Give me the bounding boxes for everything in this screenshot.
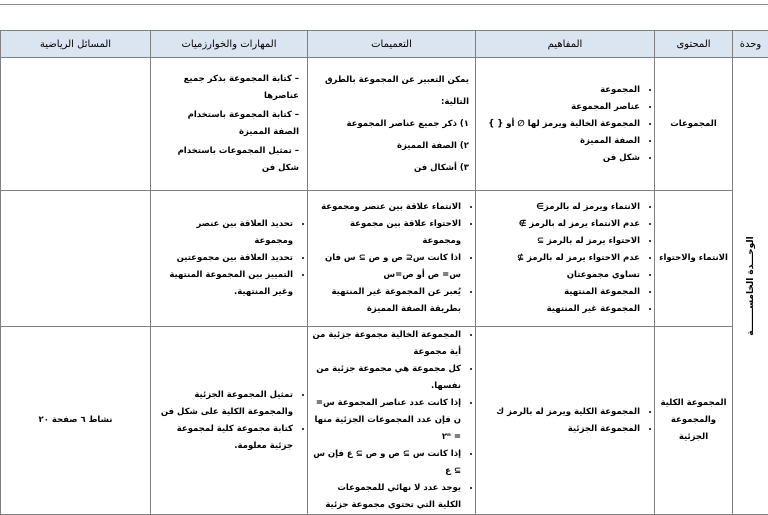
list-item: • الصفة المميزة [480,133,640,150]
list-item: • الاحتواء يرمز له بالرمز ⊇ [480,233,640,250]
header-content: المحتوى [655,31,733,58]
list-item: • المجموعة المنتهية [480,284,640,301]
content-cell [655,327,733,515]
content-item: المجموعات [655,116,732,133]
list-item: • تساوي مجموعتان [480,267,640,284]
content-cell [655,191,733,327]
unit-cell [733,58,768,515]
header-skills: المهارات والخوارزميات [151,31,308,58]
list-item: – تمثيل المجموعات باستخدام شكل فن [159,143,299,177]
list-item: • كتابة مجموعة كلية لمجموعة جزئية معلومة. [155,421,293,455]
curriculum-table [0,30,768,515]
list-item: • عناصر المجموعة [480,99,640,116]
content-item: المجموعة الكلية [655,395,732,412]
content-item: والمجموعة الجزئية [655,412,732,446]
generalizations-cell [308,327,476,515]
header-concepts: المفاهيم [476,31,655,58]
list-item: • شكل فن [480,150,640,167]
list-item: • الانتماء علاقة بين عنصر ومجموعة [312,199,461,216]
header-row [1,31,768,58]
list-item: – كتابة المجموعة بذكر جميع عناصرها [159,71,299,105]
problems-cell [1,58,151,191]
table-row [1,58,768,191]
generalization-intro: يمكن التعبير عن المجموعة بالطرق التالية: [314,69,469,113]
list-item: • الانتماء ويرمز له بالرمز∋ [480,199,640,216]
list-item: • إذا كانت عدد عناصر المجموعة س= ن فإن عدد المجموعات الجزئية منها = ٢ⁿ [312,395,461,446]
list-item: • كل مجموعة هي مجموعة جزئية من نفسها. [312,361,461,395]
header-generalizations: التعميمات [308,31,476,58]
content-item: الانتماء والاحتواء [655,250,732,267]
problems-cell [1,191,151,327]
skills-cell [151,191,308,327]
table-row [1,327,768,515]
concepts-cell [476,191,655,327]
list-item: • تمثيل المجموعة الجزئية والمجموعة الكلية على شكل فن [155,387,293,421]
list-item: • إذا كانت س ⊇ ص و ص ⊇ ع فإن س ⊇ ع [312,446,461,480]
list-item: • المجموعة غير المنتهية [480,301,640,318]
generalizations-cell [308,58,476,191]
list-item: • اذا كانت س⊆ ص و ص ⊇ س فان س= ص أو ص=س [312,250,461,284]
list-item: – كتابة المجموعة باستخدام الصفة المميزة [159,107,299,141]
problems-cell: نشاط ٦ صفحة ٢٠ [1,327,151,515]
list-item: • المجموعة الكلية ويرمز له بالرمز ك [480,404,640,421]
list-item: • عدم الانتماء يرمز له بالرمز ∌ [480,216,640,233]
unit-label: الوحـــدة الخامســـــــة [746,236,756,336]
top-rule [0,4,768,5]
generalizations-cell [308,191,476,327]
list-item: • تحديد العلاقة بين مجموعتين [155,250,293,267]
concepts-cell [476,58,655,191]
list-item: • عدم الاحتواء يرمز له بالرمز ⊉ [480,250,640,267]
list-item: ٣) أشكال فن [314,157,469,179]
skills-cell [151,327,308,515]
list-item: • المجموعة الجزئية [480,421,640,438]
list-item: ٢) الصفة المميزة [314,135,469,157]
list-item: • المجموعة الخالية مجموعة جزئية من أية مجموعة [312,327,461,361]
list-item: ١) ذكر جميع عناصر المجموعة [314,113,469,135]
table-row [1,191,768,327]
skills-cell [151,58,308,191]
list-item: • الاحتواء علاقة بين مجموعة ومجموعة [312,216,461,250]
list-item: • المجموعة الخالية ويرمز لها ∅ أو { } [480,116,640,133]
list-item: • يوجد عدد لا نهائي للمجموعات الكلية التي تحتوي مجموعة جزئية [312,480,461,514]
content-cell [655,58,733,191]
list-item: • يُعبر عن المجموعة غير المنتهية بطريقة الصفة المميزة [312,284,461,318]
list-item: • تحديد العلاقة بين عنصر ومجموعة [155,216,293,250]
list-item: • المجموعة [480,82,640,99]
header-problems: المسائل الرياضية [1,31,151,58]
list-item: • التمييز بين المجموعة المنتهية وغير المنتهية. [155,267,293,301]
header-unit: وحدة [733,31,768,58]
concepts-cell [476,327,655,515]
